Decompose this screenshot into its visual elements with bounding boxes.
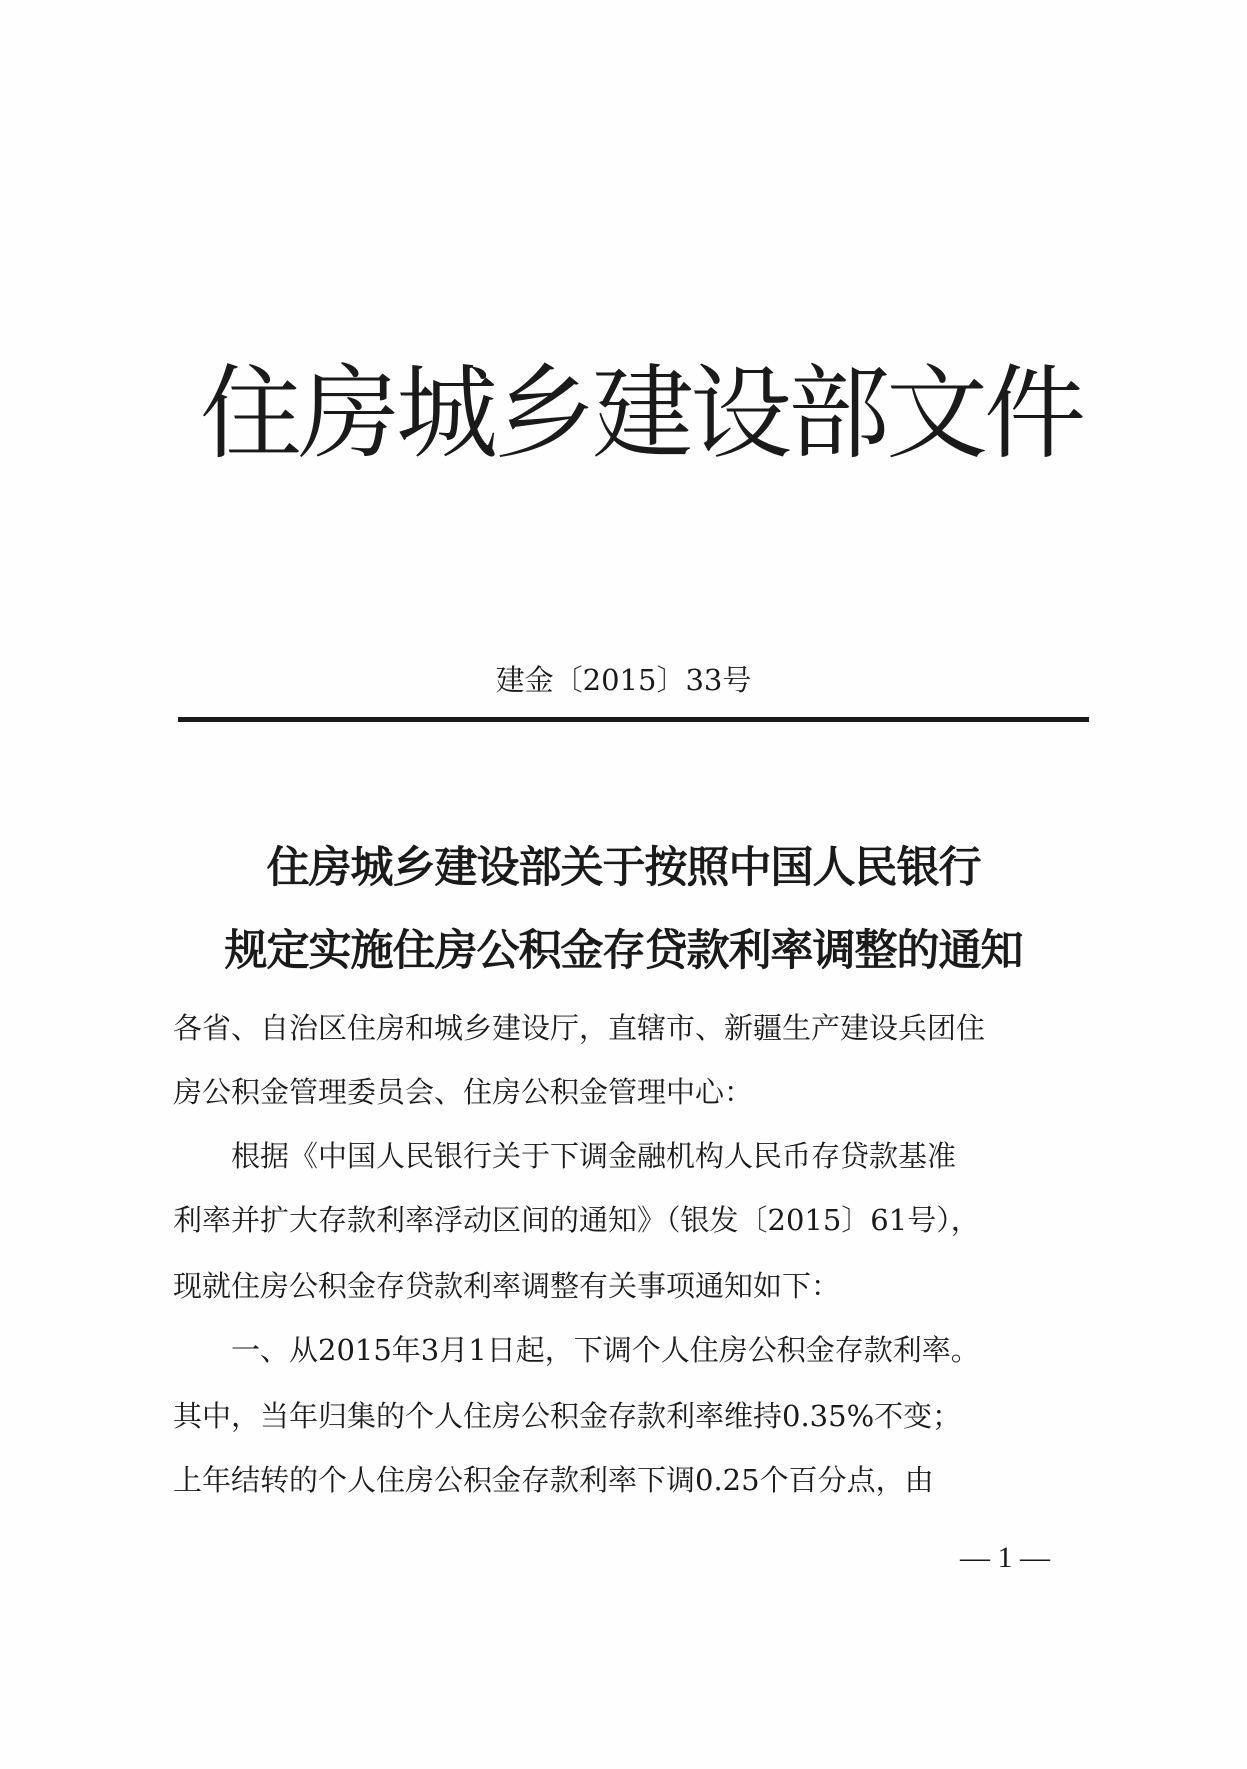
header-divider bbox=[178, 717, 1089, 722]
issuer-header: 住房城乡建设部文件 bbox=[200, 355, 1082, 474]
addressee-line-1: 各省、自治区住房和城乡建设厅，直辖市、新疆生产建设兵团住 bbox=[173, 1011, 986, 1045]
paragraph-2-line-2: 其中，当年归集的个人住房公积金存款利率维持0.35%不变； bbox=[173, 1399, 962, 1433]
paragraph-2-line-1: 一、从2015年3月1日起，下调个人住房公积金存款利率。 bbox=[173, 1333, 980, 1367]
document-number: 建金〔2015〕33号 bbox=[495, 663, 752, 697]
paragraph-1-line-3: 现就住房公积金存贷款利率调整有关事项通知如下： bbox=[173, 1269, 841, 1303]
paragraph-1-line-2: 利率并扩大存款利率浮动区间的通知》（银发〔2015〕61号）， bbox=[173, 1203, 980, 1237]
addressee-line-2: 房公积金管理委员会、住房公积金管理中心： bbox=[173, 1075, 754, 1109]
notice-title-line-1: 住房城乡建设部关于按照中国人民银行 bbox=[266, 843, 981, 893]
paragraph-1-line-1: 根据《中国人民银行关于下调金融机构人民币存贷款基准 bbox=[173, 1139, 957, 1173]
page-number: — 1 — bbox=[960, 1541, 1050, 1574]
paragraph-2-line-3: 上年结转的个人住房公积金存款利率下调0.25个百分点，由 bbox=[173, 1463, 934, 1497]
notice-title-line-2: 规定实施住房公积金存贷款利率调整的通知 bbox=[224, 926, 1023, 976]
